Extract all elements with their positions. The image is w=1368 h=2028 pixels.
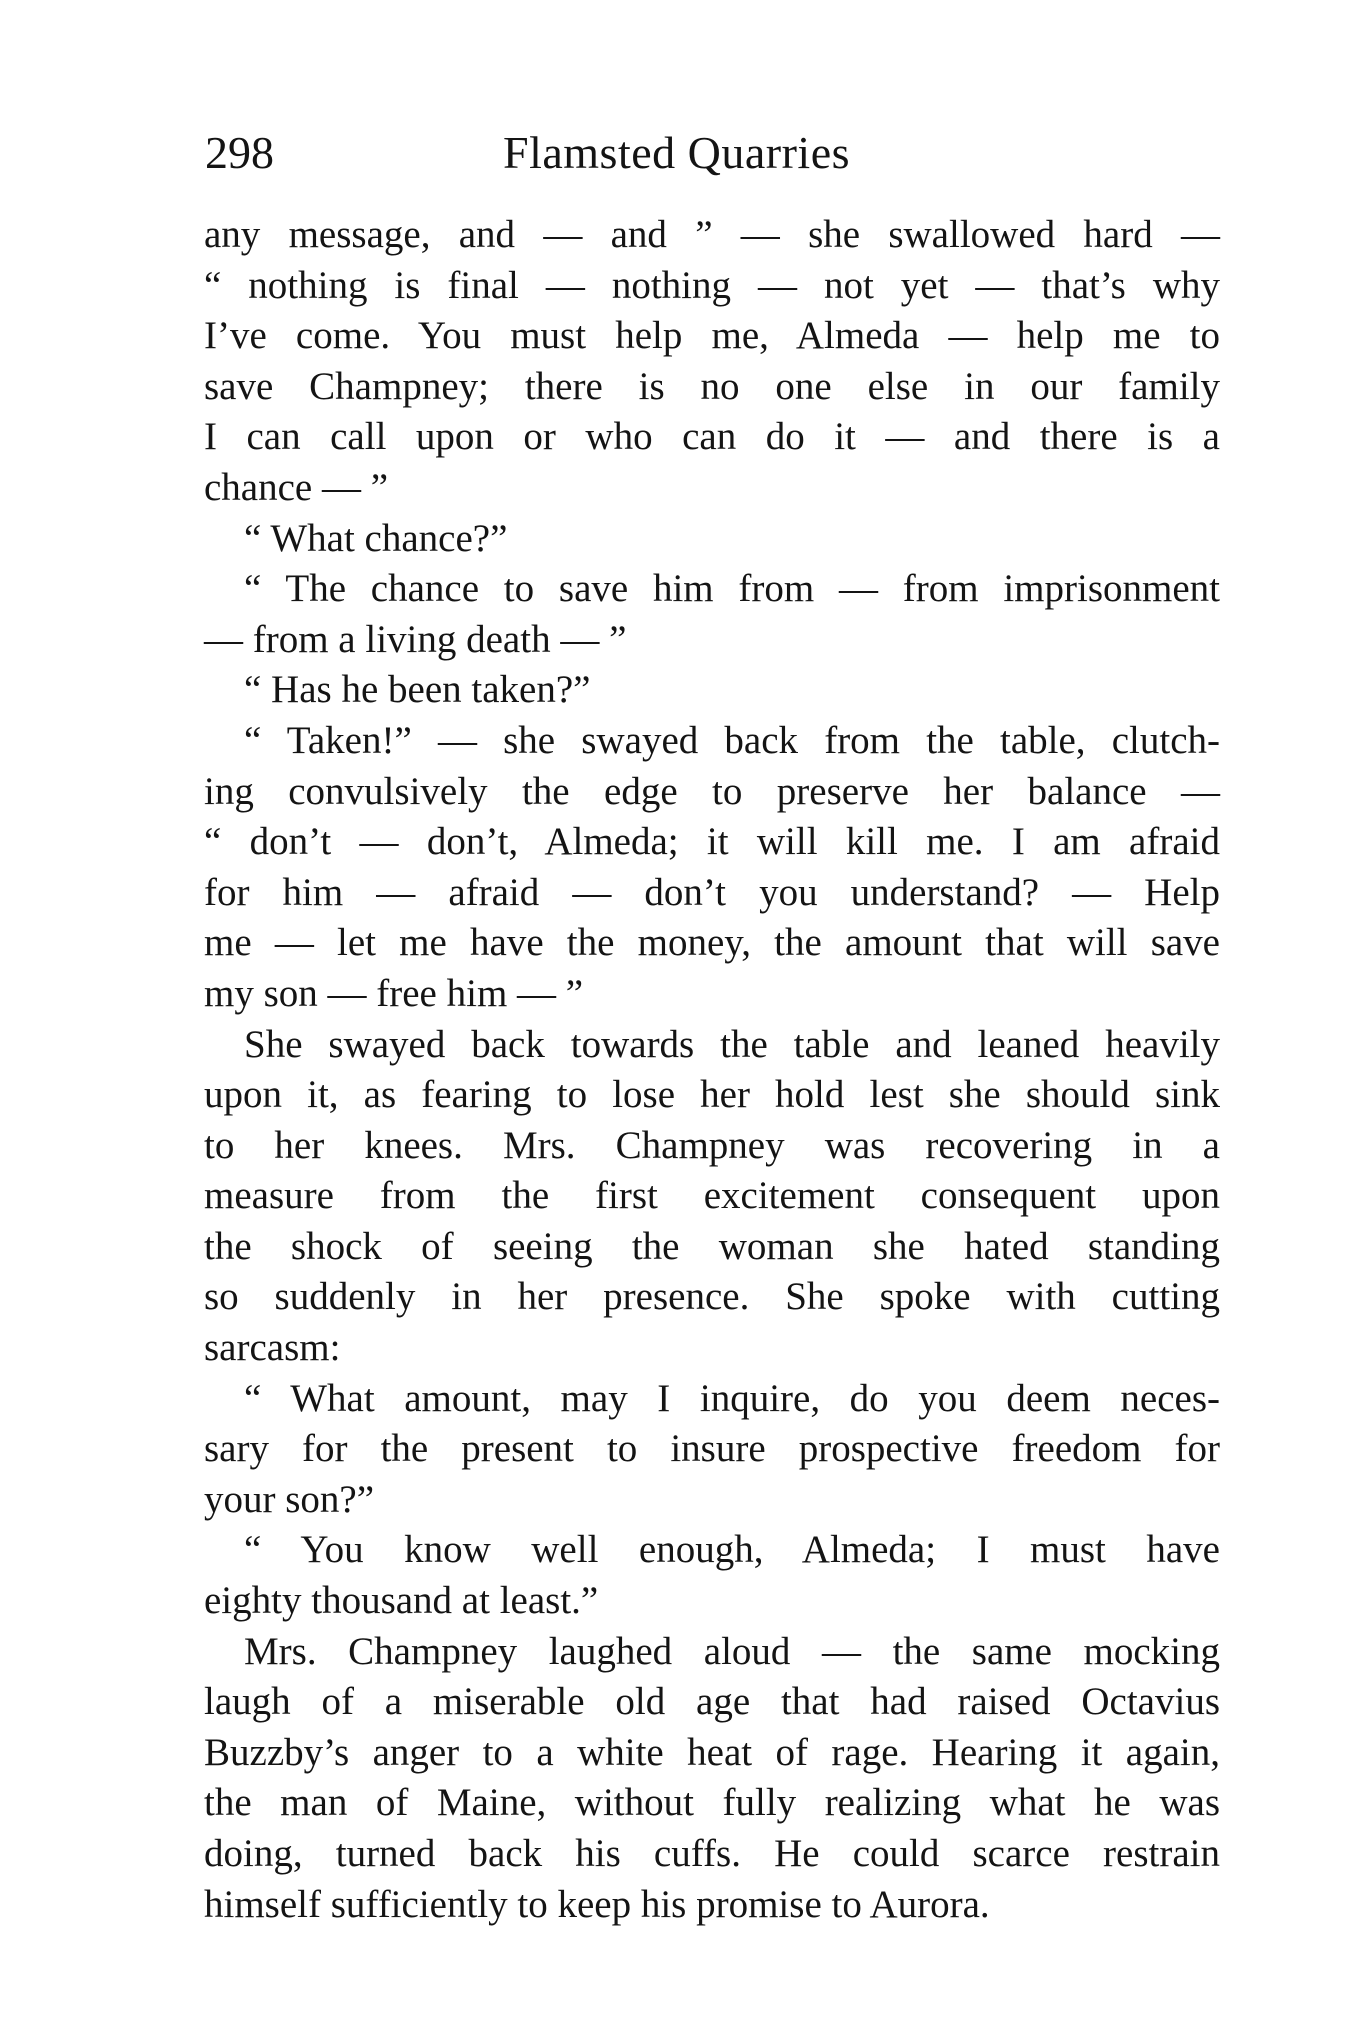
running-title: Flamsted Quarries: [503, 127, 851, 178]
text-line: sary for the present to insure prospective freedom for: [204, 1427, 1220, 1471]
text-line: sarcasm:: [204, 1326, 341, 1370]
page-number: 298: [205, 127, 274, 178]
text-line: to her knees. Mrs. Champney was recovering in a: [204, 1123, 1220, 1167]
text-line: me — let me have the money, the amount that will save: [204, 921, 1220, 965]
text-line: eighty thousand at least.”: [204, 1579, 599, 1623]
text-line: Buzzby’s anger to a white heat of rage. Hearing it again,: [204, 1730, 1220, 1774]
text-line: measure from the first excitement consequent upon: [204, 1174, 1220, 1218]
text-line: your son?”: [204, 1477, 375, 1521]
text-line: chance — ”: [204, 465, 389, 509]
text-line: I’ve come. You must help me, Almeda — help me to: [204, 314, 1220, 358]
text-line: — from a living death — ”: [204, 617, 627, 661]
text-line: “ Taken!” — she swayed back from the table, clutch-: [244, 718, 1220, 762]
text-line: “ Has he been taken?”: [244, 668, 591, 712]
body-text: [204, 210, 1220, 1930]
text-line: any message, and — and ” — she swallowed hard —: [204, 213, 1220, 256]
text-line: I can call upon or who can do it — and there is a: [204, 415, 1220, 459]
text-line: Mrs. Champney laughed aloud — the same mocking: [244, 1629, 1220, 1673]
text-line: ing convulsively the edge to preserve her balance —: [204, 769, 1220, 813]
text-line: the shock of seeing the woman she hated standing: [204, 1224, 1220, 1268]
text-line: save Champney; there is no one else in our family: [204, 364, 1220, 408]
text-line: “ don’t — don’t, Almeda; it will kill me. I am afraid: [204, 820, 1220, 864]
text-line: “ You know well enough, Almeda; I must have: [244, 1528, 1220, 1572]
text-line: upon it, as fearing to lose her hold lest she should sink: [204, 1073, 1220, 1117]
text-line: for him — afraid — don’t you understand? — Help: [204, 870, 1220, 914]
page-header: [205, 118, 1215, 188]
text-line: “ The chance to save him from — from imprisonment: [244, 567, 1220, 611]
text-line: doing, turned back his cuffs. He could scarce restrain: [204, 1832, 1220, 1875]
text-line: She swayed back towards the table and leaned heavily: [244, 1022, 1220, 1066]
text-line: the man of Maine, without fully realizing what he was: [204, 1781, 1220, 1825]
text-line: “ nothing is final — nothing — not yet — that’s why: [204, 263, 1220, 307]
text-line: my son — free him — ”: [204, 971, 584, 1015]
text-line: “ What amount, may I inquire, do you deem neces-: [244, 1376, 1220, 1420]
text-line: “ What chance?”: [244, 516, 508, 560]
text-line: so suddenly in her presence. She spoke with cutting: [204, 1275, 1220, 1319]
text-line: laugh of a miserable old age that had raised Octavius: [204, 1680, 1220, 1724]
text-line: himself sufficiently to keep his promise to Aurora.: [204, 1882, 990, 1926]
